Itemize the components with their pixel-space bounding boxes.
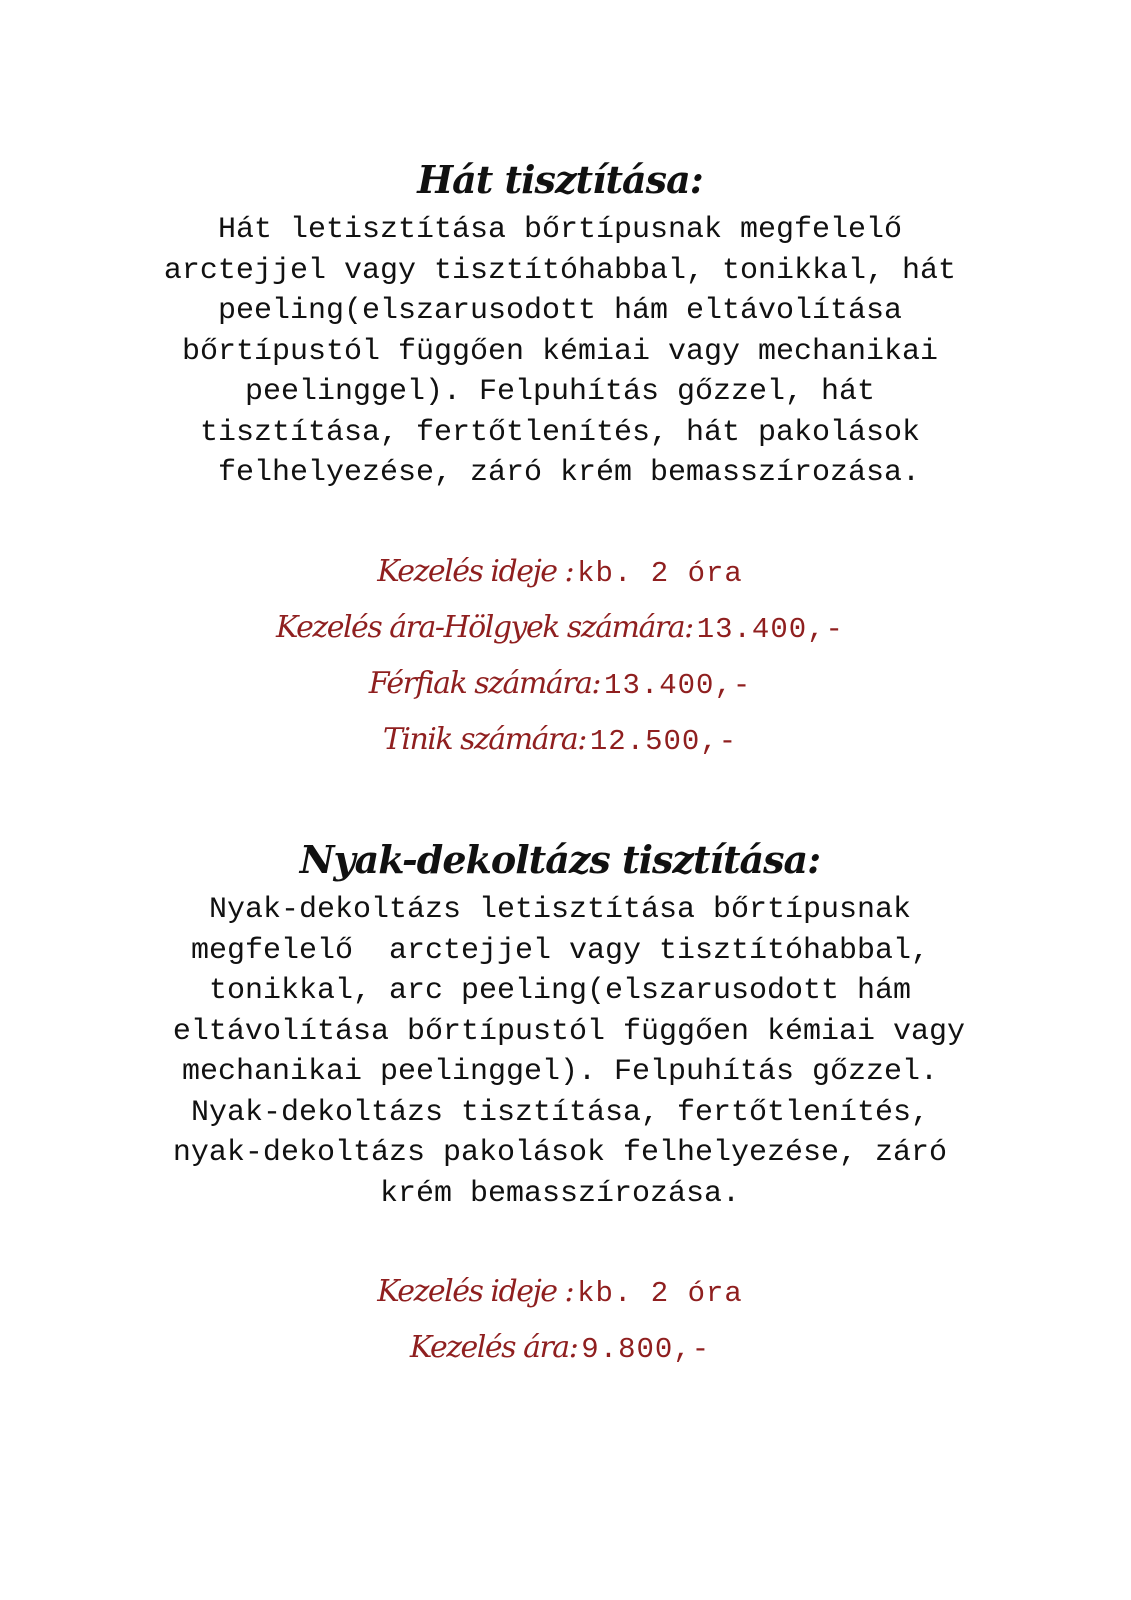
- info-label: Kezelés ideje :: [377, 1274, 574, 1309]
- description-line: nyak-dekoltázs pakolások felhelyezése, záró: [172, 1136, 948, 1170]
- description-line: peeling(elszarusodott hám eltávolítása: [217, 294, 903, 328]
- description-line: tisztítása, fertőtlenítés, hát pakolások: [199, 415, 921, 450]
- description-line: bőrtípustól függően kémiai vagy mechanikai: [181, 334, 939, 369]
- section-heading: Nyak-dekoltázs tisztítása:: [299, 837, 821, 882]
- description-line: mechanikai peelinggel). Felpuhítás gőzzel.: [181, 1055, 939, 1089]
- section-back-cleansing: [80, 150, 1040, 770]
- info-value: 9.800,-: [581, 1333, 711, 1366]
- info-label: Férfiak számára:: [368, 665, 601, 701]
- section-heading: Hát tisztítása:: [417, 157, 703, 202]
- description-line: krém bemasszírozása.: [379, 1176, 741, 1211]
- treatment-duration: [80, 1266, 1040, 1322]
- treatment-duration: [80, 546, 1040, 602]
- info-label: Kezelés ára:: [409, 1330, 578, 1365]
- description-line: peelinggel). Felpuhítás gőzzel, hát: [244, 375, 876, 409]
- description-line: Nyak-dekoltázs letisztítása bőrtípusnak: [208, 893, 912, 927]
- price-men: [80, 658, 1040, 714]
- treatment-info: [80, 546, 1040, 770]
- treatment-price: [80, 1322, 1040, 1378]
- treatment-info: [80, 1266, 1040, 1378]
- description-line: megfelelő arctejjel vagy tisztítóhabbal,: [190, 933, 930, 968]
- description-line: eltávolítása bőrtípustól függően kémiai vagy: [154, 1014, 966, 1049]
- info-value: kb. 2 óra: [577, 556, 743, 590]
- info-value: 13.400,-: [696, 612, 844, 646]
- info-label: Kezelés ideje :: [377, 553, 574, 589]
- description-line: felhelyezése, záró krém bemasszírozása.: [199, 456, 921, 490]
- description-line: tonikkal, arc peeling(elszarusodott hám: [208, 974, 912, 1008]
- info-label: Tinik számára:: [382, 721, 586, 757]
- price-women: [80, 602, 1040, 658]
- info-value: 12.500,-: [589, 724, 738, 758]
- section-description: [80, 210, 1040, 494]
- info-label: Kezelés ára-Hölgyek számára:: [276, 609, 693, 645]
- info-value: kb. 2 óra: [577, 1277, 743, 1310]
- info-value: 13.400,-: [604, 668, 752, 702]
- description-line: arctejjel vagy tisztítóhabbal, tonikkal, hát: [163, 253, 957, 288]
- section-neck-decollete-cleansing: [80, 830, 1040, 1378]
- description-line: Hát letisztítása bőrtípusnak megfelelő: [217, 213, 903, 247]
- description-line: Nyak-dekoltázs tisztítása, fertőtlenítés,: [190, 1095, 930, 1130]
- section-description: [80, 890, 1040, 1214]
- price-teens: [80, 714, 1040, 770]
